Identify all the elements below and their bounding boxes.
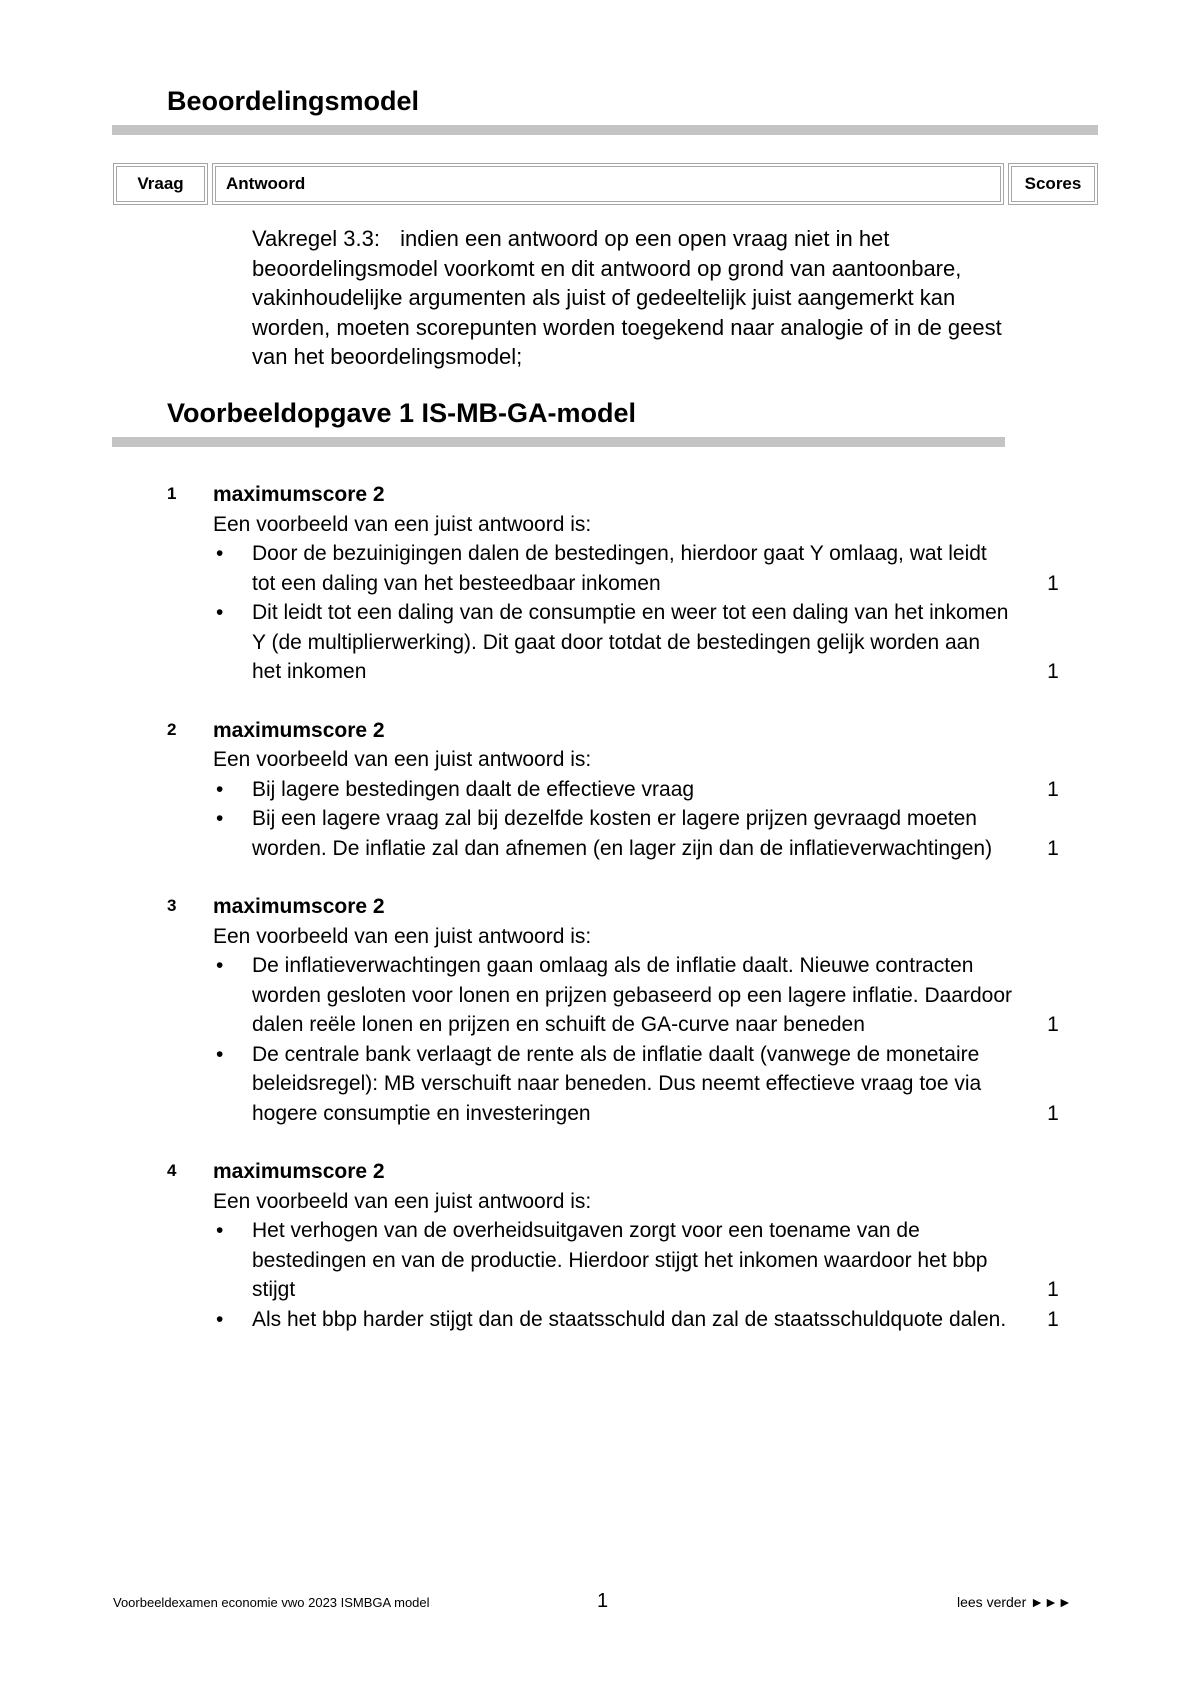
- answer-bullet: [213, 598, 1083, 687]
- answer-bullet: [213, 1216, 1083, 1305]
- bullet-text: De centrale bank verlaagt de rente als de inflatie daalt (vanwege de monetaire beleidsregel): MB verschuift naar beneden. Dus neemt effectieve vraag toe via hogere consumptie en investeringen: [252, 1042, 982, 1125]
- bullet-icon: •: [216, 542, 224, 565]
- question-number: 3: [167, 896, 177, 915]
- answer-bullet: [213, 1040, 1083, 1129]
- bullet-score: 1: [1047, 836, 1059, 860]
- bullet-score: 1: [1047, 1278, 1059, 1301]
- bullet-text: Bij lagere bestedingen daalt de effectieve vraag: [252, 777, 695, 801]
- bullet-icon: •: [216, 777, 224, 801]
- table-header-vraag: [113, 163, 208, 205]
- answer-bullet: [213, 539, 1083, 598]
- bullet-icon: •: [216, 601, 224, 624]
- bullet-score: 1: [1047, 571, 1059, 595]
- question-intro: Een voorbeeld van een juist antwoord is:: [213, 748, 592, 771]
- question-intro: Een voorbeeld van een juist antwoord is:: [213, 924, 592, 948]
- question-number: 2: [167, 719, 177, 739]
- question-item: [0, 892, 1200, 1128]
- question-item: [0, 1157, 1200, 1334]
- page-title: Beoordelingsmodel: [167, 86, 420, 116]
- question-item: [0, 716, 1200, 864]
- section-title: Voorbeeldopgave 1 IS-MB-GA-model: [167, 398, 637, 428]
- answer-bullet: [213, 775, 1083, 805]
- bullet-score: 1: [1047, 1101, 1059, 1125]
- bullet-icon: •: [216, 1307, 224, 1331]
- bullet-score: 1: [1047, 1307, 1059, 1331]
- title-rule: [112, 125, 1098, 135]
- bullet-score: 1: [1047, 660, 1059, 683]
- answer-bullet: [213, 804, 1083, 863]
- table-header-scores: [1008, 163, 1098, 205]
- bullet-icon: •: [216, 1042, 224, 1066]
- bullet-icon: •: [216, 807, 224, 830]
- answer-bullet: [213, 1305, 1083, 1335]
- bullet-icon: •: [216, 1219, 224, 1242]
- question-item: [0, 480, 1200, 687]
- header-vraag-label: Vraag: [137, 174, 184, 193]
- section-rule: [112, 437, 1005, 447]
- intro-rule-text: indien een antwoord op een open vraag niet in het beoordelingsmodel voorkomt en dit antwoord op grond van aantoonbare, vakinhoudelijke argumenten als juist of gedeeltelijk juist aangemerkt kan worden, moeten scorepunten worden toegekend naar analogie of in de geest van het beoordelingsmodel;: [252, 226, 1002, 369]
- bullet-text: Het verhogen van de overheidsuitgaven zorgt voor een toename van de bestedingen en van de productie. Hierdoor stijgt het inkomen waardoor het bbp stijgt: [252, 1219, 988, 1301]
- footer-continue: lees verder ►►►: [957, 1594, 1072, 1610]
- bullet-score: 1: [1047, 1013, 1059, 1036]
- bullet-text: De inflatieverwachtingen gaan omlaag als de inflatie daalt. Nieuwe contracten worden gesloten voor lonen en prijzen gebaseerd op een lagere inflatie. Daardoor dalen reële lonen en prijzen en schuift de GA-curve naar beneden: [252, 954, 1013, 1036]
- header-antwoord-label: Antwoord: [226, 174, 306, 193]
- question-max-score: maximumscore 2: [213, 483, 385, 506]
- table-header-antwoord: [212, 163, 1004, 205]
- question-max-score: maximumscore 2: [213, 1160, 385, 1183]
- bullet-text: Als het bbp harder stijgt dan de staatsschuld dan zal de staatsschuldquote dalen.: [252, 1307, 1007, 1331]
- intro-rule-label: Vakregel 3.3:: [252, 226, 381, 251]
- header-scores-label: Scores: [1024, 174, 1082, 193]
- answer-bullet: [213, 951, 1083, 1040]
- bullet-text: Door de bezuinigingen dalen de bestedingen, hierdoor gaat Y omlaag, wat leidt tot een daling van het besteedbaar inkomen: [252, 542, 987, 595]
- bullet-text: Dit leidt tot een daling van de consumptie en weer tot een daling van het inkomen Y (de multiplierwerking). Dit gaat door totdat de bestedingen gelijk worden aan het inkomen: [252, 601, 1009, 683]
- question-number: 4: [167, 1161, 177, 1180]
- question-list: [0, 480, 1200, 1363]
- footer-exam-name: Voorbeeldexamen economie vwo 2023 ISMBGA model: [113, 1595, 430, 1610]
- question-body: [213, 1157, 1083, 1334]
- question-max-score: maximumscore 2: [213, 895, 385, 918]
- page-number: 1: [597, 1590, 609, 1612]
- question-intro: Een voorbeeld van een juist antwoord is:: [213, 512, 592, 536]
- bullet-text: Bij een lagere vraag zal bij dezelfde kosten er lagere prijzen gevraagd moeten worden. De inflatie zal dan afnemen (en lager zijn dan de inflatieverwachtingen): [252, 807, 993, 860]
- question-body: [213, 716, 1083, 864]
- question-intro: Een voorbeeld van een juist antwoord is:: [213, 1189, 592, 1213]
- question-max-score: maximumscore 2: [213, 718, 385, 742]
- intro-paragraph: [252, 224, 1012, 372]
- question-number: 1: [167, 484, 177, 503]
- question-body: [213, 892, 1083, 1128]
- bullet-icon: •: [216, 954, 224, 977]
- question-body: [213, 480, 1083, 687]
- bullet-score: 1: [1047, 777, 1059, 801]
